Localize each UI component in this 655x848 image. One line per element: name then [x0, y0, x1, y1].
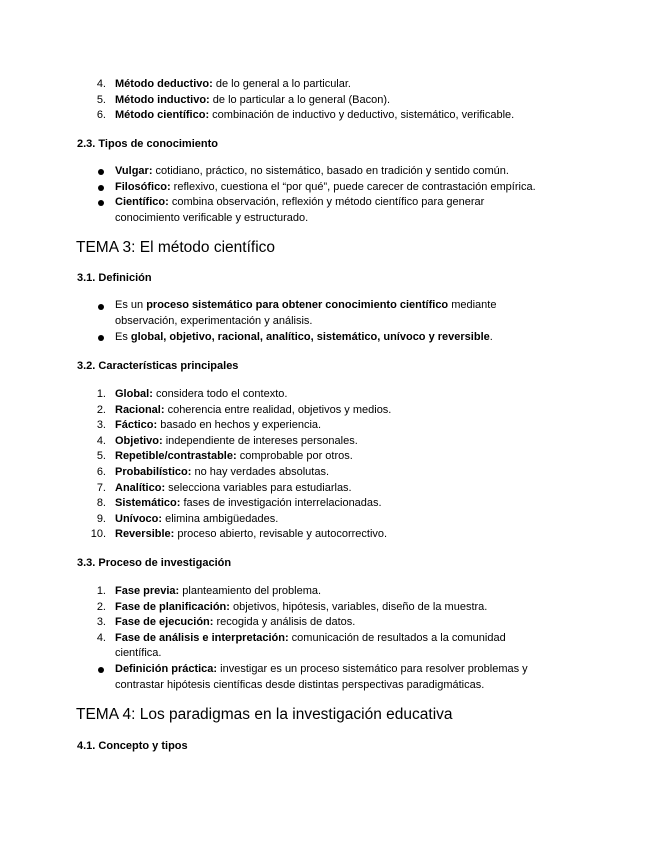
list-number: 7. [96, 482, 106, 494]
list-item: Método deductivo: de lo general a lo particular. [115, 78, 351, 90]
bullet-icon [98, 304, 104, 310]
list-number: 4. [96, 78, 106, 90]
list-number: 3. [96, 419, 106, 431]
list-item: Objetivo: independiente de intereses personales. [115, 435, 358, 447]
list-item: Método inductivo: de lo particular a lo general (Bacon). [115, 94, 391, 106]
section-heading-3-1: 3.1. Definición [77, 272, 152, 284]
list-item: Repetible/contrastable: comprobable por otros. [115, 450, 353, 462]
bullet-icon [98, 667, 104, 673]
list-item-continuation: científica. [115, 647, 162, 659]
section-heading-2-3: 2.3. Tipos de conocimiento [77, 138, 218, 150]
bullet-icon [98, 200, 104, 206]
section-heading-3-3: 3.3. Proceso de investigación [77, 557, 232, 569]
list-item-continuation: contrastar hipótesis científicas desde distintas perspectivas paradigmáticas. [115, 679, 485, 691]
chapter-heading-tema-4: TEMA 4: Los paradigmas en la investigación educativa [76, 706, 453, 723]
list-item: Fase previa: planteamiento del problema. [115, 585, 322, 597]
list-item: Unívoco: elimina ambigüedades. [115, 513, 279, 525]
list-item: Sistemático: fases de investigación interrelacionadas. [115, 497, 382, 509]
list-item: Probabilístico: no hay verdades absolutas. [115, 466, 329, 478]
list-item-continuation: observación, experimentación y análisis. [115, 315, 313, 327]
list-item: Filosófico: reflexivo, cuestiona el “por qué”, puede carecer de contrastación empírica. [115, 181, 536, 193]
list-number: 5. [96, 94, 106, 106]
list-number: 8. [96, 497, 106, 509]
list-item: Definición práctica: investigar es un proceso sistemático para resolver problemas y [115, 663, 528, 675]
list-item: Es global, objetivo, racional, analítico, sistemático, unívoco y reversible. [115, 331, 493, 343]
list-item: Es un proceso sistemático para obtener conocimiento científico mediante [115, 299, 497, 311]
list-number: 2. [96, 601, 106, 613]
list-number: 9. [96, 513, 106, 525]
list-item: Fase de ejecución: recogida y análisis de datos. [115, 616, 356, 628]
list-number: 1. [96, 388, 106, 400]
list-item: Global: considera todo el contexto. [115, 388, 288, 400]
list-item: Analítico: selecciona variables para estudiarlas. [115, 482, 352, 494]
section-heading-4-1: 4.1. Concepto y tipos [77, 740, 188, 752]
bullet-icon [98, 169, 104, 175]
section-heading-3-2: 3.2. Características principales [77, 360, 239, 372]
list-item: Científico: combina observación, reflexión y método científico para generar [115, 196, 485, 208]
list-number: 4. [96, 435, 106, 447]
list-number: 5. [96, 450, 106, 462]
list-item: Vulgar: cotidiano, práctico, no sistemático, basado en tradición y sentido común. [115, 165, 509, 177]
list-number: 6. [96, 466, 106, 478]
list-item: Reversible: proceso abierto, revisable y autocorrectivo. [115, 528, 388, 540]
list-number: 2. [96, 404, 106, 416]
list-item: Método científico: combinación de inductivo y deductivo, sistemático, verificable. [115, 109, 515, 121]
list-item: Racional: coherencia entre realidad, objetivos y medios. [115, 404, 392, 416]
list-number: 10. [90, 528, 106, 540]
list-item: Fase de análisis e interpretación: comunicación de resultados a la comunidad [115, 632, 506, 644]
bullet-icon [98, 335, 104, 341]
list-item: Fáctico: basado en hechos y experiencia. [115, 419, 322, 431]
list-number: 1. [96, 585, 106, 597]
list-item: Fase de planificación: objetivos, hipótesis, variables, diseño de la muestra. [115, 601, 488, 613]
list-number: 3. [96, 616, 106, 628]
list-item-continuation: conocimiento verificable y estructurado. [115, 212, 309, 224]
list-number: 4. [96, 632, 106, 644]
chapter-heading-tema-3: TEMA 3: El método científico [76, 239, 276, 256]
list-number: 6. [96, 109, 106, 121]
bullet-icon [98, 185, 104, 191]
